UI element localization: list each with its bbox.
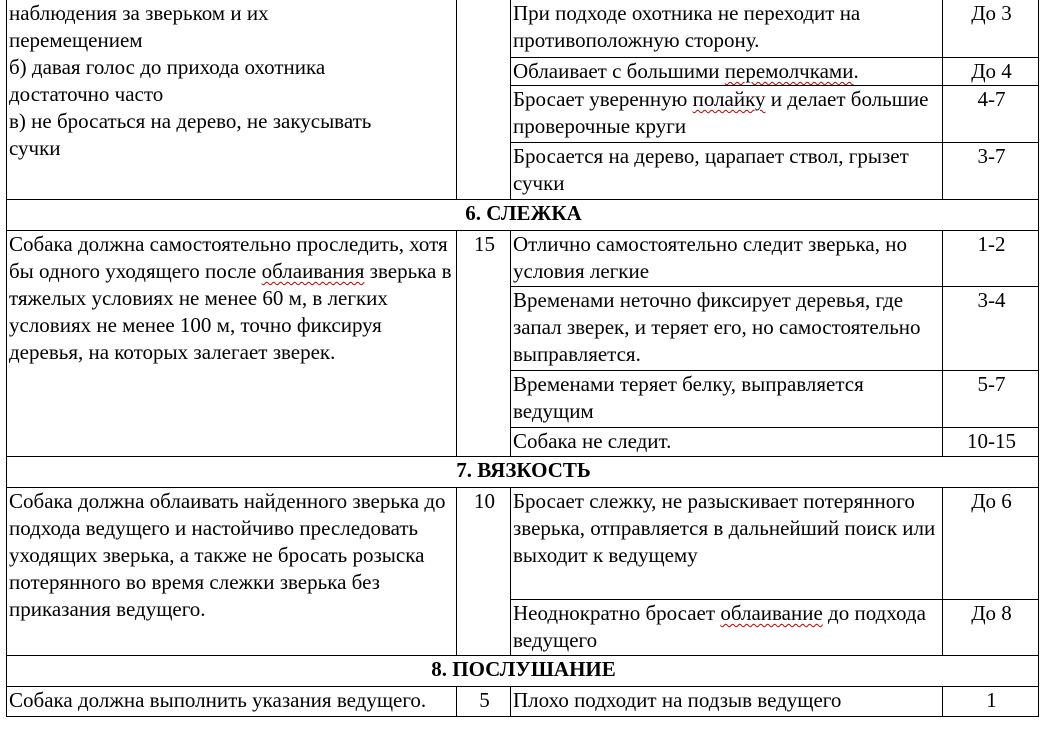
requirement-cell: наблюдения за зверьком и их перемещением б) давая голос до прихода охотника достаточно часто в) не бросаться на дерево, не закусывать сучки <box>7 0 457 200</box>
table-row <box>7 231 1039 287</box>
section-title: 6. СЛЕЖКА <box>7 200 1039 231</box>
section-title: 7. ВЯЗКОСТЬ <box>7 457 1039 488</box>
criterion-text: и делает большие проверочные круги <box>513 87 929 138</box>
points-cell: 10 <box>457 488 511 656</box>
criterion-text: Облаивает с большими <box>513 59 725 83</box>
criterion-cell: Бросается на дерево, царапает ствол, грызет сучки <box>511 143 943 200</box>
criterion-cell: При подходе охотника не переходит на противоположную сторону. <box>511 0 943 58</box>
criterion-cell: Временами теряет белку, выправляется ведущим <box>511 371 943 428</box>
requirement-cell <box>7 231 457 457</box>
points-cell: 5 <box>457 687 511 717</box>
trial-scoring-table <box>6 0 1039 717</box>
score-cell: 1 <box>943 687 1039 717</box>
requirement-cell: Собака должна выполнить указания ведущего. <box>7 687 457 717</box>
spellcheck-word: перемолчками <box>724 59 854 83</box>
score-cell: 1-2 <box>943 231 1039 287</box>
spellcheck-word: полайку <box>692 87 766 111</box>
criterion-text: Неоднократно бросает <box>513 601 721 625</box>
section-header-row <box>7 200 1039 231</box>
criterion-cell: Отлично самостоятельно следит зверька, но условия легкие <box>511 231 943 287</box>
criterion-cell: Собака не следит. <box>511 428 943 457</box>
score-cell: 4-7 <box>943 86 1039 143</box>
score-cell: 5-7 <box>943 371 1039 428</box>
criterion-text: . <box>853 59 859 83</box>
score-cell: 10-15 <box>943 428 1039 457</box>
score-cell: 3-4 <box>943 287 1039 371</box>
criterion-cell <box>511 86 943 143</box>
criterion-cell: Плохо подходит на подзыв ведущего <box>511 687 943 717</box>
section-header-row <box>7 457 1039 488</box>
section-title: 8. ПОСЛУШАНИЕ <box>7 656 1039 687</box>
score-cell: 3-7 <box>943 143 1039 200</box>
requirement-text: Собака должна самостоятельно проследить, хотя бы одного уходящего после <box>9 232 448 283</box>
criterion-cell: Временами неточно фиксирует деревья, где запал зверек, и теряет его, но самостоятельно выправляется. <box>511 287 943 371</box>
section-header-row <box>7 656 1039 687</box>
criterion-cell <box>511 58 943 86</box>
score-cell: До 4 <box>943 58 1039 86</box>
criterion-cell: Бросает слежку, не разыскивает потерянного зверька, отправляется в дальнейший поиск или выходит к ведущему <box>511 488 943 600</box>
criterion-cell <box>511 600 943 656</box>
score-cell: До 6 <box>943 488 1039 600</box>
table-row <box>7 488 1039 600</box>
points-cell: 15 <box>457 231 511 457</box>
requirement-text: зверька в тяжелых условиях не менее 60 м, в легких условиях не менее 100 м, точно фиксируя деревья, на которых залегает зверек. <box>9 259 452 364</box>
table-row <box>7 0 1039 58</box>
criterion-text: Бросает уверенную <box>513 87 693 111</box>
score-cell: До 3 <box>943 0 1039 58</box>
requirement-cell: Собака должна облаивать найденного зверька до подхода ведущего и настойчиво преследовать уходящих зверька, а также не бросать розыска потерянного во время слежки зверька без приказания ведущего. <box>7 488 457 656</box>
spellcheck-word: облаивание <box>720 601 823 625</box>
criterion-text: до подхода ведущего <box>513 601 926 652</box>
score-cell: До 8 <box>943 600 1039 656</box>
spellcheck-word: облаивания <box>261 259 365 283</box>
table-row <box>7 687 1039 717</box>
points-cell <box>457 0 511 200</box>
